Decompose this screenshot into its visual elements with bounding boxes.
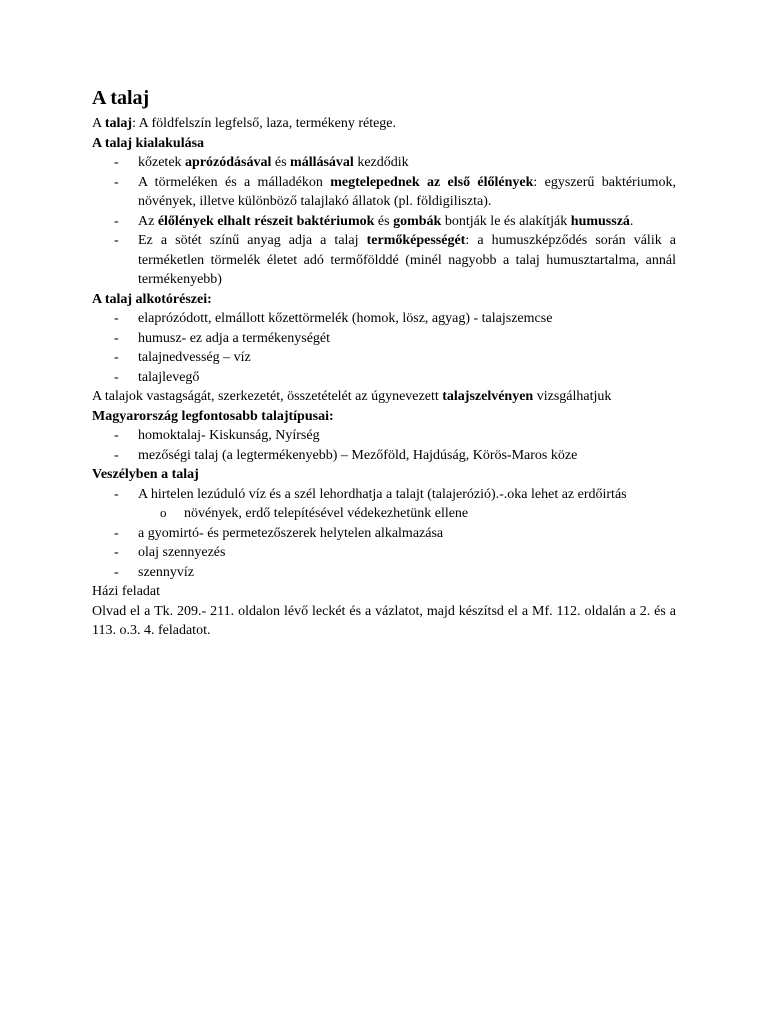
list-item: - szennyvíz <box>92 563 676 583</box>
dash-bullet: - <box>114 564 119 580</box>
dash-bullet: - <box>114 350 119 365</box>
list-item: - a gyomirtó- és permetezőszerek helytelen alkalmazása <box>92 524 676 544</box>
dash-bullet: - <box>114 545 119 560</box>
dash-bullet: - <box>114 447 119 463</box>
components-heading: A talaj alkotórészei: <box>92 291 212 307</box>
components-list <box>92 309 676 387</box>
list-item: - homoktalaj- Kiskunság, Nyírség <box>92 426 676 446</box>
dash-bullet: - <box>114 174 119 190</box>
dash-bullet: - <box>114 311 119 326</box>
definition: A talaj: A földfelszín legfelső, laza, termékeny rétege. <box>92 116 397 131</box>
list-item: - humusz- ez adja a termékenységét <box>92 329 676 349</box>
sub-list-item: o növények, erdő telepítésével védekezhetünk ellene <box>160 505 469 521</box>
list-item: - elaprózódott, elmállott kőzettörmelék (homok, lösz, agyag) - talajszemcse <box>92 309 676 329</box>
dash-bullet: - <box>114 233 119 248</box>
circle-bullet: o <box>160 505 167 520</box>
list-item: - Az élőlények elhalt részeit baktériumok és gombák bontják le és alakítják humusszá. <box>92 212 676 232</box>
dash-bullet: - <box>114 428 119 443</box>
list-item: - kőzetek aprózódásával és mállásával kezdődik <box>92 153 676 173</box>
list-item: - Ez a sötét színű anyag adja a talaj termőképességét: a humuszképződés során válik a terméketlen törmelék életet adó termőfölddé (minél nagyobb a talaj humusztartalma, annál termékenyebb) <box>114 233 676 287</box>
definition-term: talaj <box>104 116 133 131</box>
types-heading: Magyarország legfontosabb talajtípusai: <box>92 408 334 424</box>
formation-heading: A talaj kialakulása <box>92 135 205 151</box>
profile-paragraph: A talajok vastagságát, szerkezetét, összetételét az úgynevezett talajszelvényen vizsgálhatjuk <box>92 389 612 404</box>
page-title: A talaj <box>92 87 150 109</box>
danger-list <box>92 485 676 583</box>
homework-heading: Házi feladat <box>92 584 161 599</box>
dash-bullet: - <box>114 486 119 502</box>
list-item: - mezőségi talaj (a legtermékenyebb) – Mezőföld, Hajdúság, Körös-Maros köze <box>92 446 676 466</box>
danger-heading: Veszélyben a talaj <box>92 467 199 482</box>
dash-bullet: - <box>114 369 119 385</box>
list-item: - A hirtelen lezúduló víz és a szél lehordhatja a talajt (talajerózió).-.oka lehet az erdőirtás o növények, erdő telepítésével védekezhetünk ellene <box>92 485 676 524</box>
formation-list <box>92 153 676 290</box>
dash-bullet: - <box>114 213 119 229</box>
dash-bullet: - <box>114 330 119 346</box>
homework-text: Olvad el a Tk. 209.- 211. oldalon lévő leckét és a vázlatot, majd készítsd el a Mf. 112. oldalán a 2. és a 113. o.3. 4. feladatot. <box>92 603 676 638</box>
list-item: - talajlevegő <box>92 368 676 388</box>
dash-bullet: - <box>114 525 119 541</box>
danger-sublist <box>138 504 676 524</box>
list-item: - talajnedvesség – víz <box>92 348 676 368</box>
dash-bullet: - <box>114 155 119 170</box>
list-item: - olaj szennyezés <box>92 543 676 563</box>
list-item: - A törmeléken és a málladékon megtelepednek az első élőlények: egyszerű baktériumok, növények, illetve különböző talajlakó állatok (pl. földigiliszta). <box>114 174 677 209</box>
document-body <box>92 85 676 641</box>
types-list <box>92 426 676 465</box>
